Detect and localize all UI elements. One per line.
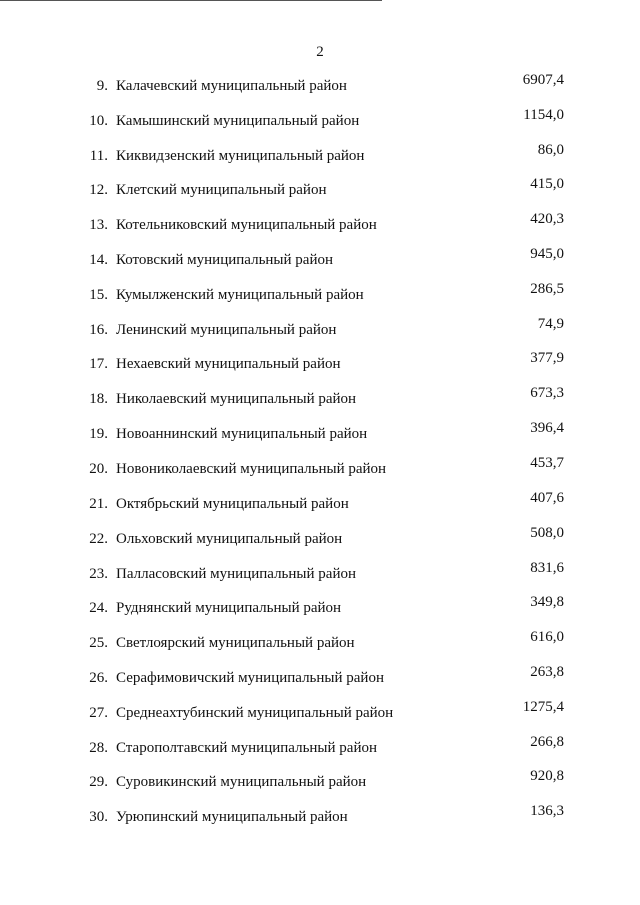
item-number: 18. bbox=[89, 391, 108, 407]
amount-value: 920,8 bbox=[530, 768, 564, 784]
amount-value: 420,3 bbox=[530, 211, 564, 227]
district-name: Палласовский муниципальный район bbox=[116, 566, 356, 582]
list-item bbox=[0, 316, 640, 341]
district-name: Старополтавский муниципальный район bbox=[116, 740, 377, 756]
amount-value: 407,6 bbox=[530, 490, 564, 506]
district-name: Ольховский муниципальный район bbox=[116, 531, 343, 547]
district-name: Котельниковский муниципальный район bbox=[116, 217, 377, 233]
district-name: Октябрьский муниципальный район bbox=[116, 496, 349, 512]
list-item bbox=[0, 420, 640, 445]
district-name: Камышинский муниципальный район bbox=[116, 113, 360, 129]
amount-value: 377,9 bbox=[530, 350, 564, 366]
district-name: Ленинский муниципальный район bbox=[116, 322, 337, 338]
district-name: Котовский муниципальный район bbox=[116, 252, 334, 268]
page-number: 2 bbox=[316, 44, 324, 60]
amount-value: 1154,0 bbox=[523, 107, 564, 123]
item-number: 11. bbox=[89, 148, 108, 164]
district-name: Урюпинский муниципальный район bbox=[116, 809, 348, 825]
item-number: 13. bbox=[89, 217, 108, 233]
list-item bbox=[0, 176, 640, 201]
list-item bbox=[0, 72, 640, 97]
list-item bbox=[0, 803, 640, 828]
item-number: 25. bbox=[89, 635, 108, 651]
list-item bbox=[0, 629, 640, 654]
amount-value: 286,5 bbox=[530, 281, 564, 297]
item-number: 22. bbox=[89, 531, 108, 547]
district-name: Серафимовичский муниципальный район bbox=[116, 670, 384, 686]
item-number: 14. bbox=[89, 252, 108, 268]
item-number: 16. bbox=[89, 322, 108, 338]
amount-value: 266,8 bbox=[530, 734, 564, 750]
district-name: Среднеахтубинский муниципальный район bbox=[116, 705, 394, 721]
district-name: Кумылженский муниципальный район bbox=[116, 287, 364, 303]
list-item bbox=[0, 281, 640, 306]
item-number: 24. bbox=[89, 600, 108, 616]
item-number: 29. bbox=[89, 774, 108, 790]
item-number: 23. bbox=[89, 566, 108, 582]
district-name: Суровикинский муниципальный район bbox=[116, 774, 367, 790]
district-name: Руднянский муниципальный район bbox=[116, 600, 342, 616]
amount-value: 673,3 bbox=[530, 385, 564, 401]
list-item bbox=[0, 455, 640, 480]
district-name: Николаевский муниципальный район bbox=[116, 391, 357, 407]
amount-value: 831,6 bbox=[530, 560, 564, 576]
list-item bbox=[0, 734, 640, 759]
district-name: Нехаевский муниципальный район bbox=[116, 356, 341, 372]
district-name: Калачевский муниципальный район bbox=[116, 78, 347, 94]
list-item bbox=[0, 768, 640, 793]
amount-value: 415,0 bbox=[530, 176, 564, 192]
list-item bbox=[0, 385, 640, 410]
item-number: 19. bbox=[89, 426, 108, 442]
item-number: 27. bbox=[89, 705, 108, 721]
list-item bbox=[0, 525, 640, 550]
list-item bbox=[0, 490, 640, 515]
item-number: 21. bbox=[89, 496, 108, 512]
amount-value: 263,8 bbox=[530, 664, 564, 680]
item-number: 9. bbox=[96, 78, 108, 94]
amount-value: 349,8 bbox=[530, 594, 564, 610]
list-item bbox=[0, 560, 640, 585]
item-number: 26. bbox=[89, 670, 108, 686]
list-item bbox=[0, 350, 640, 375]
amount-value: 6907,4 bbox=[522, 72, 564, 88]
district-name: Светлоярский муниципальный район bbox=[116, 635, 355, 651]
list-item bbox=[0, 211, 640, 236]
list-item bbox=[0, 664, 640, 689]
list-item bbox=[0, 107, 640, 132]
amount-value: 945,0 bbox=[530, 246, 564, 262]
amount-value: 508,0 bbox=[530, 525, 564, 541]
amount-value: 396,4 bbox=[530, 420, 564, 436]
item-number: 15. bbox=[89, 287, 108, 303]
district-name: Клетский муниципальный район bbox=[116, 182, 327, 198]
item-number: 12. bbox=[89, 182, 108, 198]
list-item bbox=[0, 594, 640, 619]
amount-value: 136,3 bbox=[530, 803, 564, 819]
district-name: Новоаннинский муниципальный район bbox=[116, 426, 368, 442]
item-number: 17. bbox=[89, 356, 108, 372]
district-name: Киквидзенский муниципальный район bbox=[116, 148, 365, 164]
item-number: 20. bbox=[89, 461, 108, 477]
district-name: Новониколаевский муниципальный район bbox=[116, 461, 387, 477]
list-item bbox=[0, 142, 640, 167]
amount-value: 86,0 bbox=[537, 142, 564, 158]
amount-value: 453,7 bbox=[530, 455, 564, 471]
item-number: 30. bbox=[89, 809, 108, 825]
item-number: 10. bbox=[89, 113, 108, 129]
list-item bbox=[0, 699, 640, 724]
amount-value: 74,9 bbox=[537, 316, 564, 332]
list-item bbox=[0, 246, 640, 271]
amount-value: 616,0 bbox=[530, 629, 564, 645]
amount-value: 1275,4 bbox=[522, 699, 564, 715]
item-number: 28. bbox=[89, 740, 108, 756]
